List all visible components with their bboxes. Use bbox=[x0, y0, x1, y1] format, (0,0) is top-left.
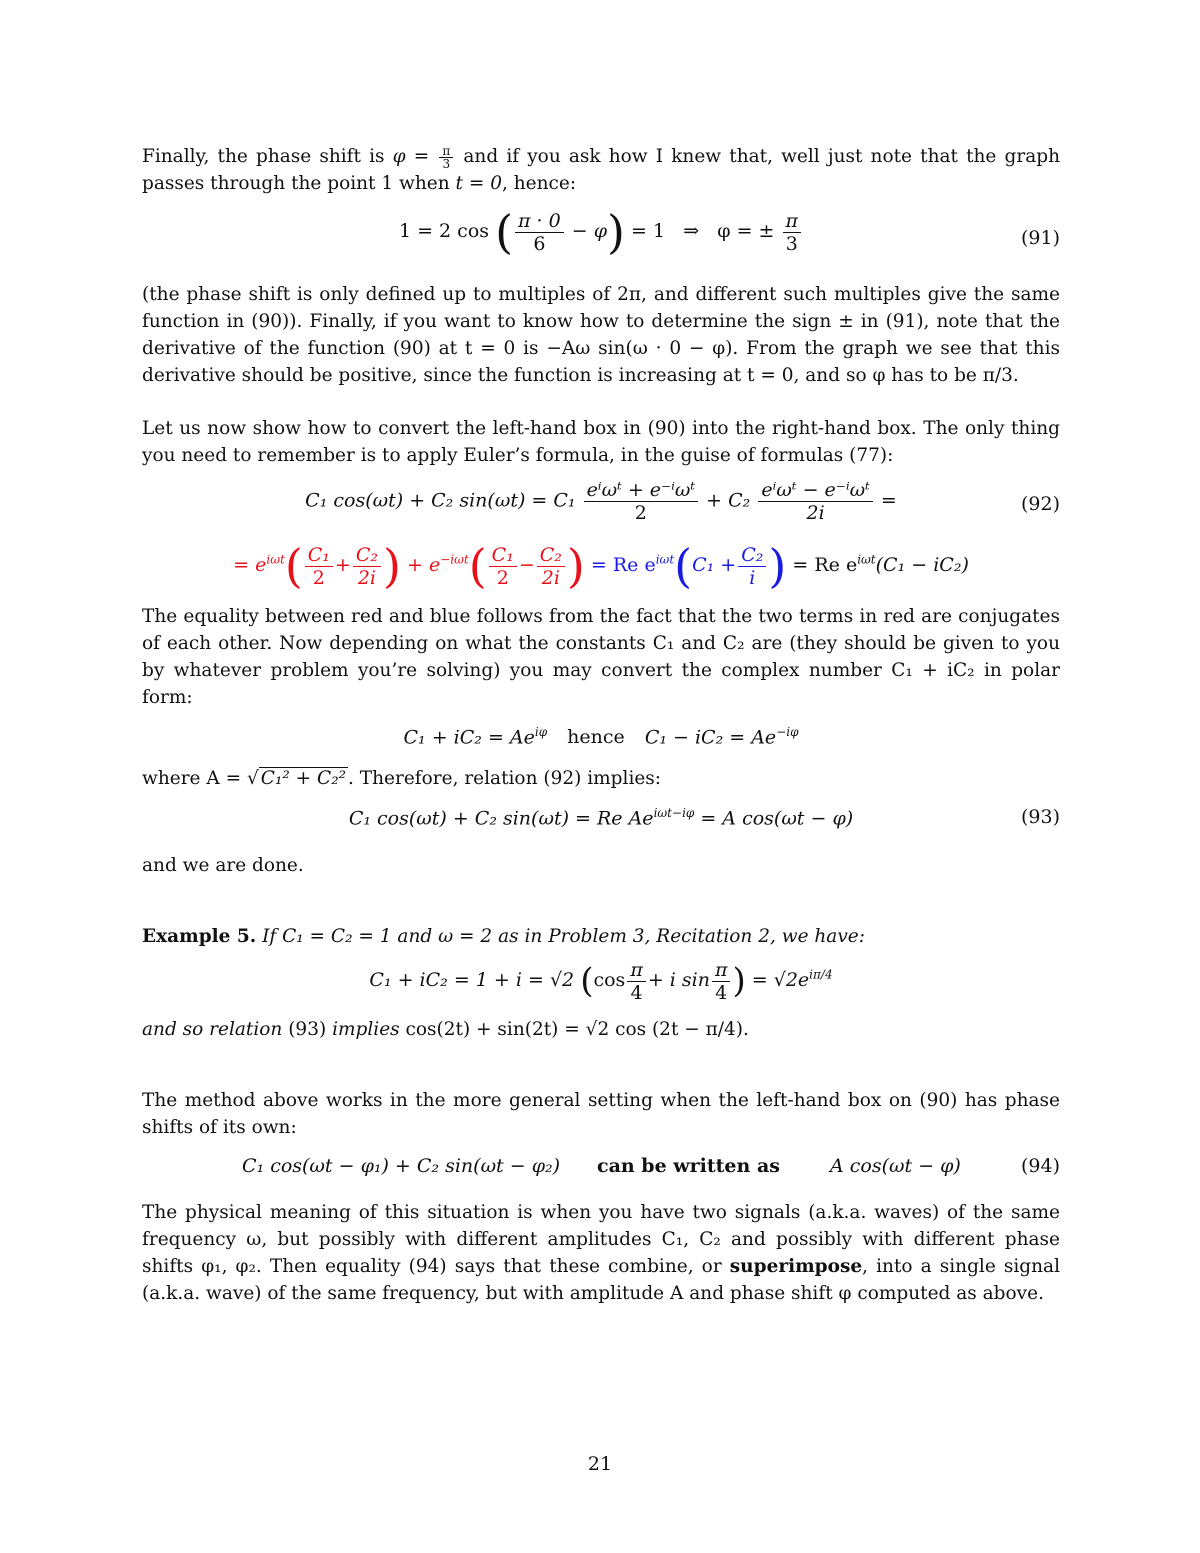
equation-92b-body: = $e^{i\omega t}$( $\frac{\text{C₁}}{2}$ + $\frac{\text{C₂}}{2i}$ ) + $e^{-i\omega t}$( $\frac{\text{C₁}}{2}$ − $\frac{\text{C₂}}{2i}$ ) = Re $e^{i\omega t}(C_1$ + $\frac{\text{C₂}}{i}$ ) = Re $e^{i\omega t}(C_1 - iC_2)$ bbox=[233, 539, 969, 593]
equation-number: (91) bbox=[1020, 227, 1060, 249]
example-5-conclusion: and so relation (93) implies cos(2t) + sin(2t) = √2 cos (2t − π/4). bbox=[142, 1019, 749, 1040]
equation-example bbox=[142, 950, 1060, 1010]
equation-number: (93) bbox=[1020, 806, 1060, 828]
equation-91 bbox=[142, 197, 1060, 275]
paragraph-conjugates: The equality between red and blue follows from the fact that the two terms in red are conjugates of each other. Now depending on what the constants C₁ and C₂ are (they should be given to you by whatever problem you’re solving) you may convert the complex number C₁ + iC₂ in polar form: bbox=[142, 606, 1060, 708]
paragraph-physical-meaning: The physical meaning of this situation is when you have two signals (a.k.a. waves) of the same frequency ω, but possibly with different amplitudes C₁, C₂ and possibly with different phase shifts φ₁, φ₂. Then equality (94) says that these combine, or superimpose, into a single signal (a.k.a. wave) of the same frequency, but with amplitude A and phase shift φ computed as above. bbox=[142, 1202, 1061, 1304]
equation-93-body: C₁ cos(ωt) + C₂ sin(ωt) = Re $Ae^{i\omega t-i\varphi} = A$ cos(ωt − φ) bbox=[348, 806, 854, 830]
page-body bbox=[142, 143, 1060, 1307]
example-5-statement: Example 5. If C₁ = C₂ = 1 and ω = 2 as in Problem 3, Recitation 2, we have: bbox=[142, 926, 865, 947]
text: and if you ask how I knew that, well just note that the graph passes through the point 1 when bbox=[142, 146, 1060, 194]
equation-number: (94) bbox=[1020, 1155, 1060, 1177]
blue-term: = Re $e^{i\omega t}(C_1$ + $\frac{\text{C₂}}{i}$ ) bbox=[590, 539, 787, 593]
paragraph-done: and we are done. bbox=[142, 855, 304, 876]
equation-94-lhs: C₁ cos(ωt − φ₁) + C₂ sin(ωt − φ₂) bbox=[242, 1155, 561, 1177]
paragraph-euler-intro: Let us now show how to convert the left-hand box in (90) into the right-hand box. The only thing you need to remember is to apply Euler’s formula, in the guise of formulas (77): bbox=[142, 418, 1060, 466]
equation-92 bbox=[142, 469, 1060, 539]
equation-number: (92) bbox=[1020, 493, 1060, 515]
example-label: Example 5. bbox=[142, 926, 257, 947]
paragraph-phase-shift bbox=[142, 143, 1060, 197]
equation-92-body: C₁ cos(ωt) + C₂ sin(ωt) = C₁ $\frac{\text{eⁱωᵗ + e⁻ⁱωᵗ}}{2}$ + C₂ $\frac{\text{eⁱωᵗ − e⁻ⁱωᵗ}}{2i}$ = bbox=[305, 479, 897, 524]
equation-92-continued bbox=[142, 539, 1060, 603]
equation-91-body: 1 = 2 cos ( $\frac{\pi \cdot 0}{6}$ − φ) = 1 ⇒ φ = ± $\frac{\pi}{3}$ bbox=[142, 209, 1060, 255]
text: Finally, the phase shift is bbox=[142, 146, 393, 167]
paragraph-general-method: The method above works in the more general setting when the left-hand box on (90) has phase shifts of its own: bbox=[142, 1090, 1060, 1138]
math-inline: t = 0 bbox=[455, 173, 502, 194]
equation-polar bbox=[142, 711, 1060, 767]
paragraph-sign-determination: (the phase shift is only defined up to multiples of 2π, and different such multiples give the same function in (90)). Finally, if you want to know how to determine the sign ± in (91), note that the derivative of the function (90) at t = 0 is −Aω sin(ω · 0 − φ). From the graph we see that this derivative should be positive, since the function is increasing at t = 0, and so φ has to be π/3. bbox=[142, 284, 1060, 386]
equation-94-rhs: A cos(ωt − φ) bbox=[830, 1155, 961, 1177]
equation-94 bbox=[142, 1141, 1060, 1193]
red-term-2: + $e^{-i\omega t}$( $\frac{\text{C₁}}{2}$ − $\frac{\text{C₂}}{2i}$ ) bbox=[407, 539, 585, 593]
paragraph-where-A: where A = √ C₁² + C₂² . Therefore, relation (92) implies: bbox=[142, 768, 662, 789]
equation-93 bbox=[142, 792, 1060, 848]
fraction-pi-3: $\frac{\pi}{3}$ bbox=[439, 145, 453, 170]
bold-term: superimpose bbox=[729, 1256, 863, 1277]
equation-polar-body: $C_1 + iC_2 = Ae^{i\varphi}$ hence $C_1 - iC_2 = Ae^{-i\varphi}$ bbox=[403, 725, 799, 749]
math-inline: φ = bbox=[392, 146, 438, 167]
page-number: 21 bbox=[587, 1453, 613, 1475]
equation-94-connector: can be written as bbox=[597, 1155, 780, 1177]
equation-example-body: C₁ + iC₂ = 1 + i = √2 (cos $\frac{\pi}{4}$ + i sin $\frac{\pi}{4}$ ) = $√2e^{i\pi/4}$ bbox=[369, 958, 833, 1004]
text: , hence: bbox=[501, 173, 577, 194]
red-term-1: = $e^{i\omega t}$( $\frac{\text{C₁}}{2}$ + $\frac{\text{C₂}}{2i}$ ) bbox=[233, 539, 401, 593]
